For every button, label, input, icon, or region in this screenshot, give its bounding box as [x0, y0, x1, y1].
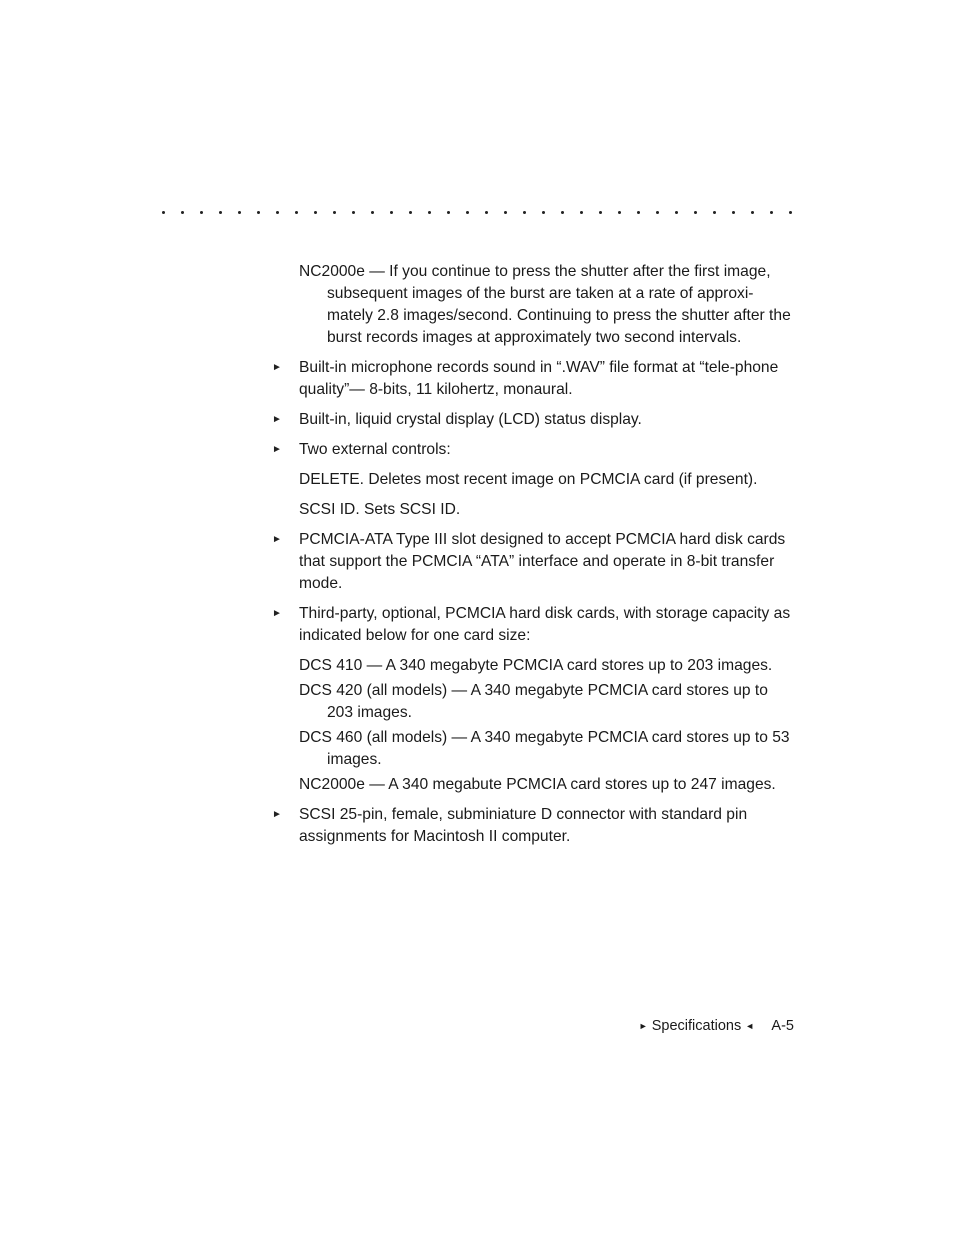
control-delete: DELETE. Deletes most recent image on PCMCIA card (if present).	[299, 471, 758, 488]
capacity-nc2000e: NC2000e — A 340 megabute PCMCIA card stores up to 247 images.	[299, 776, 776, 793]
bullet-scsi-connector: ► SCSI 25-pin, female, subminiature D connector with standard pin assignments for Macintosh II computer.	[272, 806, 748, 845]
bullet-arrow-icon: ►	[272, 608, 282, 619]
nc2000e-burst-note: NC2000e — If you continue to press the shutter after the first image, subsequent images of the burst are taken at a rate of approxi-mately 2.8 images/second. Continuing to press the shutter after the burst records images at approximately two second intervals.	[299, 263, 791, 346]
bullet-arrow-icon: ►	[272, 809, 282, 820]
bullet-arrow-icon: ►	[272, 534, 282, 545]
footer-section-title: Specifications	[651, 1018, 742, 1034]
control-scsi-id: SCSI ID. Sets SCSI ID.	[299, 501, 461, 518]
capacity-dcs460: DCS 460 (all models) — A 340 megabyte PCMCIA card stores up to 53 images.	[299, 729, 790, 768]
bullet-third-party-cards: ► Third-party, optional, PCMCIA hard disk cards, with storage capacity as indicated below for one card size:	[272, 605, 791, 644]
bullet-arrow-icon: ►	[272, 414, 282, 425]
specifications-body	[272, 261, 794, 856]
bullet-microphone: ► Built-in microphone records sound in “.WAV” file format at “tele-phone quality”— 8-bits, 11 kilohertz, monaural.	[272, 359, 779, 398]
page-number: A-5	[771, 1018, 794, 1034]
bullet-arrow-icon: ►	[272, 444, 282, 455]
capacity-dcs410: DCS 410 — A 340 megabyte PCMCIA card stores up to 203 images.	[299, 657, 773, 674]
capacity-dcs420: DCS 420 (all models) — A 340 megabyte PCMCIA card stores up to 203 images.	[299, 682, 768, 721]
bullet-pcmcia-slot: ► PCMCIA-ATA Type III slot designed to accept PCMCIA hard disk cards that support the PCMCIA “ATA” interface and operate in 8-bit transfer mode.	[272, 531, 786, 592]
left-arrow-icon: ◄	[745, 1021, 755, 1031]
dotted-rule	[162, 205, 792, 219]
right-arrow-icon: ►	[638, 1021, 648, 1031]
bullet-external-controls: ► Two external controls:	[299, 439, 794, 461]
bullet-arrow-icon: ►	[272, 362, 282, 373]
bullet-lcd: ► Built-in, liquid crystal display (LCD) status display.	[299, 409, 794, 431]
page-footer	[639, 1015, 794, 1037]
